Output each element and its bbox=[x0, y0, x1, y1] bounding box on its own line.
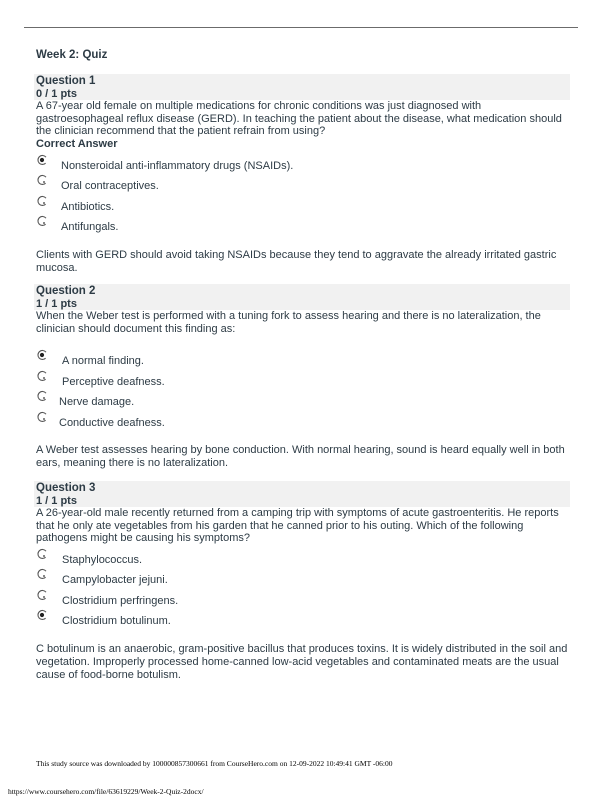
answer-label: Nerve damage. bbox=[59, 396, 135, 408]
radio-unselected-icon[interactable] bbox=[36, 215, 48, 227]
question-title: Question 1 bbox=[36, 75, 96, 87]
question-header bbox=[34, 284, 570, 310]
question-text: A 67-year old female on multiple medications for chronic conditions was just diagnosed with gastroesophageal reflux disease (GERD). In teaching the patient about the disease, what medication should the clinician recommend that the patient refrain from using? bbox=[36, 100, 562, 137]
answer-option[interactable] bbox=[36, 414, 570, 435]
question-title: Question 3 bbox=[36, 482, 96, 494]
radio-unselected-icon[interactable] bbox=[36, 411, 48, 423]
answer-option[interactable] bbox=[36, 612, 570, 633]
page-title: Week 2: Quiz bbox=[36, 49, 108, 61]
download-note: This study source was downloaded by 100000857300661 from CourseHero.com on 12-09-2022 10:49:41 GMT -06:00 bbox=[36, 759, 393, 768]
radio-selected-icon[interactable] bbox=[36, 349, 48, 361]
answer-list bbox=[36, 551, 570, 633]
radio-unselected-icon[interactable] bbox=[36, 548, 48, 560]
answer-label: Conductive deafness. bbox=[59, 416, 165, 429]
answer-option[interactable] bbox=[36, 352, 570, 373]
answer-label: Perceptive deafness. bbox=[62, 375, 165, 388]
answer-label: Antifungals. bbox=[61, 221, 119, 233]
radio-selected-icon[interactable] bbox=[36, 154, 48, 166]
answer-label: A normal finding. bbox=[62, 355, 144, 367]
radio-unselected-icon[interactable] bbox=[36, 195, 48, 207]
question-3 bbox=[36, 481, 570, 682]
radio-unselected-icon[interactable] bbox=[36, 589, 48, 601]
answer-option[interactable] bbox=[36, 592, 570, 613]
question-2 bbox=[36, 284, 570, 470]
answer-label: Oral contraceptives. bbox=[61, 180, 159, 192]
answer-option[interactable] bbox=[36, 551, 570, 572]
answer-label: Antibiotics. bbox=[61, 200, 115, 213]
answer-explanation: C botulinum is an anaerobic, gram-positive bacillus that produces toxins. It is widely distributed in the soil and vegetation. Improperly processed home-canned low-acid vegetables and contaminated meats are the usual cause of food-borne botulism. bbox=[36, 642, 568, 681]
answer-option[interactable] bbox=[36, 571, 570, 592]
answer-list bbox=[36, 157, 570, 239]
source-url: https://www.coursehero.com/file/63619229/Week-2-Quiz-2docx/ bbox=[8, 787, 204, 796]
radio-unselected-icon[interactable] bbox=[36, 174, 48, 186]
radio-unselected-icon[interactable] bbox=[36, 390, 48, 402]
answer-explanation: Clients with GERD should avoid taking NSAIDs because they tend to aggravate the already irritated gastric mucosa. bbox=[36, 248, 557, 274]
question-points: 1 / 1 pts bbox=[36, 298, 77, 310]
question-text: A 26-year-old male recently returned from a camping trip with symptoms of acute gastroenteritis. He reports that he only ate vegetables from his garden that he canned prior to his outing. Which of the following pathogens might be causing his symptoms? bbox=[36, 507, 559, 544]
answer-option[interactable] bbox=[36, 373, 570, 394]
question-header bbox=[34, 481, 570, 507]
answer-option[interactable] bbox=[36, 157, 570, 178]
answer-option[interactable] bbox=[36, 198, 570, 219]
answer-option[interactable] bbox=[36, 218, 570, 239]
answer-label: Staphylococcus. bbox=[62, 553, 143, 566]
answer-label: Campylobacter jejuni. bbox=[62, 574, 168, 586]
question-points: 1 / 1 pts bbox=[36, 495, 77, 507]
question-header bbox=[34, 74, 570, 100]
answer-label: Clostridium botulinum. bbox=[62, 615, 171, 627]
answer-explanation: A Weber test assesses hearing by bone conduction. With normal hearing, sound is heard equally well in both ears, meaning there is no lateralization. bbox=[36, 444, 565, 469]
answer-label: Clostridium perfringens. bbox=[62, 594, 179, 607]
correct-answer-label: Correct Answer bbox=[36, 137, 118, 150]
top-divider bbox=[24, 27, 578, 28]
answer-list bbox=[36, 352, 570, 434]
question-points: 0 / 1 pts bbox=[36, 88, 77, 100]
question-1 bbox=[36, 74, 570, 275]
answer-option[interactable] bbox=[36, 177, 570, 198]
question-text: When the Weber test is performed with a tuning fork to assess hearing and there is no lateralization, the clinician should document this finding as: bbox=[36, 310, 541, 335]
answer-option[interactable] bbox=[36, 393, 570, 414]
answer-label: Nonsteroidal anti-inflammatory drugs (NSAIDs). bbox=[61, 159, 294, 172]
question-title: Question 2 bbox=[36, 285, 96, 297]
radio-unselected-icon[interactable] bbox=[36, 568, 48, 580]
radio-unselected-icon[interactable] bbox=[36, 370, 48, 382]
radio-selected-icon[interactable] bbox=[36, 609, 48, 621]
